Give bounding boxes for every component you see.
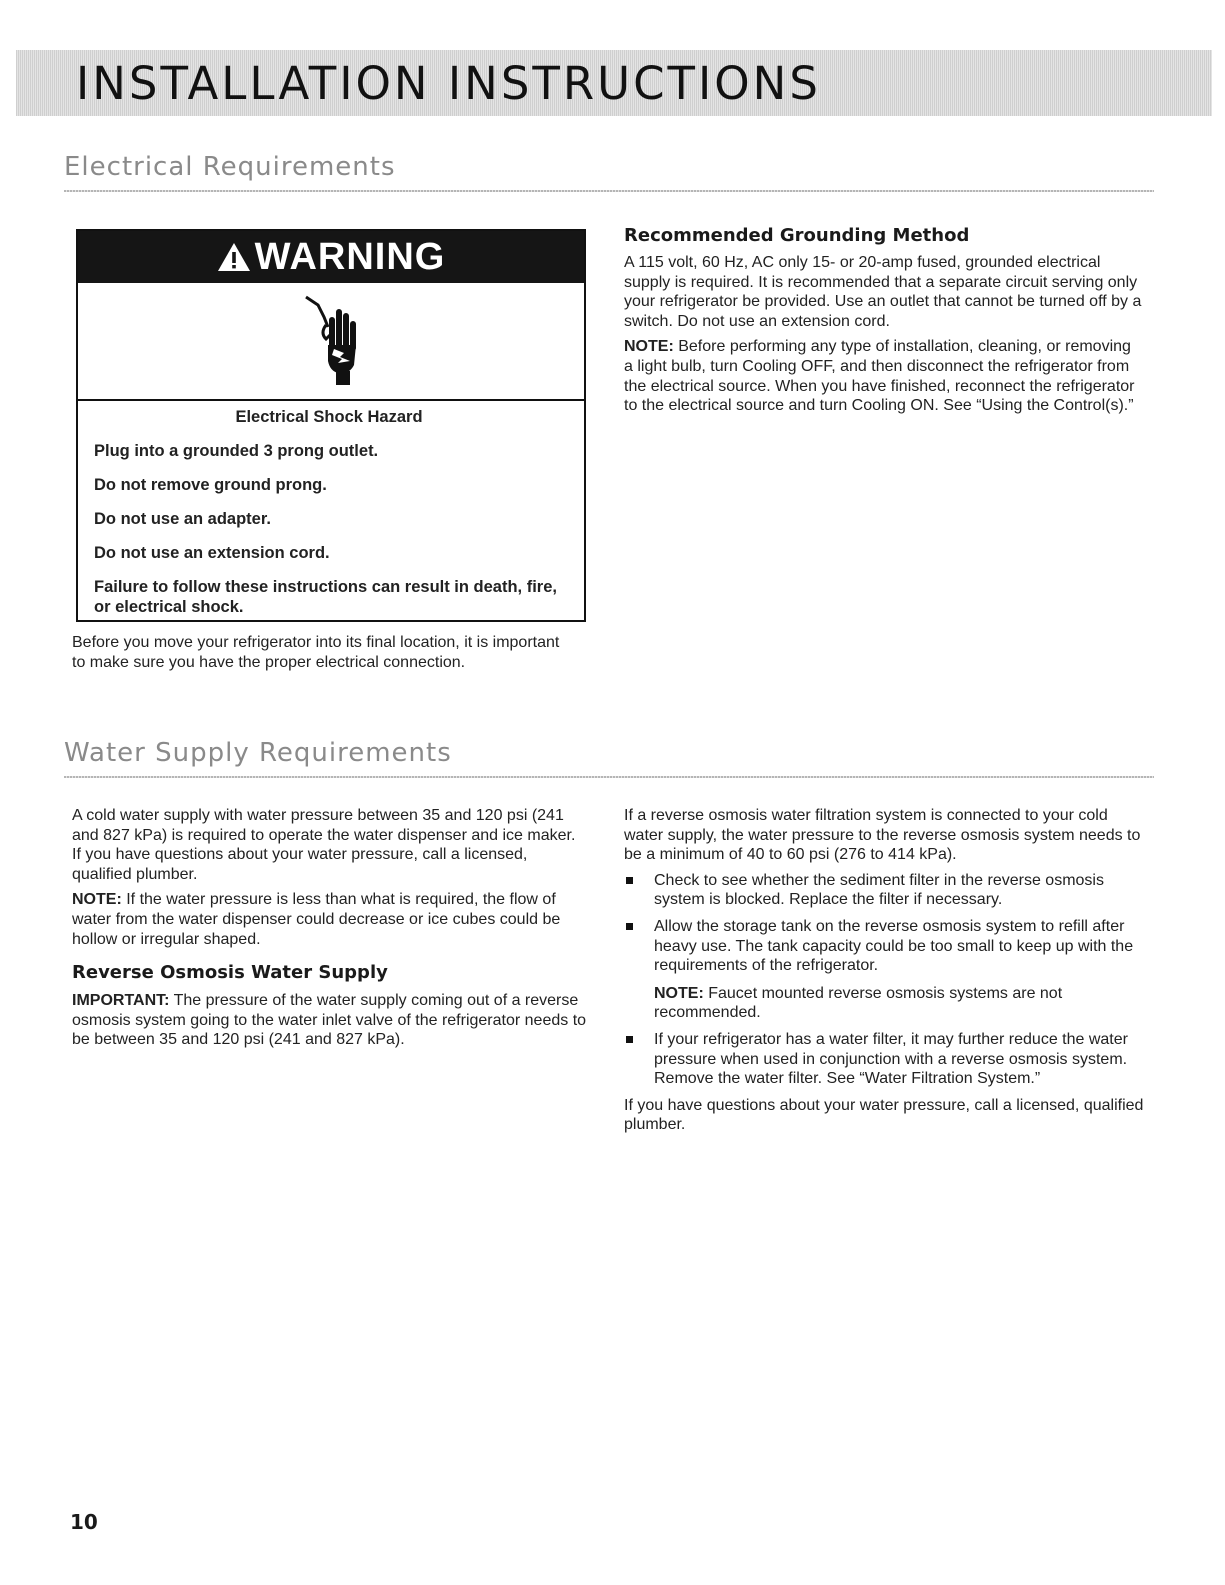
grounding-heading: Recommended Grounding Method	[624, 225, 970, 246]
note-label: NOTE:	[654, 984, 704, 1002]
ro-intro: If a reverse osmosis water filtration system is connected to your cold water supply, the water pressure to the reverse osmosis system needs to be a minimum of 40 to 60 psi (276 to 414 kPa).	[624, 807, 1141, 864]
grounding-text	[624, 253, 1144, 422]
electrical-intro-text: Before you move your refrigerator into its final location, it is important to make sure you have the proper electrical connection.	[72, 634, 560, 671]
list-item	[624, 917, 1144, 1023]
water-right-column	[624, 806, 1144, 1141]
bullet-icon	[626, 1036, 633, 1043]
note-text: Before performing any type of installation, cleaning, or removing a light bulb, turn Cooling OFF, and then disconnect the refrigerator from the electrical source. When you have finished, reconnect the refrigerator to the electrical source and turn Cooling ON. See “Using the Control(s).”	[624, 338, 1135, 415]
water-paragraph: A cold water supply with water pressure between 35 and 120 psi (241 and 827 kPa) is required to operate the water dispenser and ice maker. If you have questions about your water pressure, call a licensed, qualified plumber.	[72, 807, 576, 883]
grounding-paragraph: A 115 volt, 60 Hz, AC only 15- or 20-amp fused, grounded electrical supply is required. It is recommended that a separate circuit serving only your refrigerator be provided. Use an outlet that cannot be turned off by a switch. Do not use an extension cord.	[624, 254, 1142, 330]
hazard-symbol-area	[78, 283, 584, 401]
list-item-text: Check to see whether the sediment filter in the reverse osmosis system is blocked. Replace the filter if necessary.	[654, 871, 1104, 909]
list-item	[624, 871, 1144, 910]
warning-body	[94, 407, 564, 631]
warning-line: Do not use an extension cord.	[94, 544, 330, 562]
warning-header	[78, 231, 584, 283]
important-label: IMPORTANT:	[72, 992, 170, 1009]
list-item-text: If your refrigerator has a water filter, it may further reduce the water pressure when used in conjunction with a reverse osmosis system. Remove the water filter. See “Water Filtration System.”	[654, 1030, 1128, 1088]
water-note	[72, 890, 587, 949]
note-label: NOTE:	[624, 338, 674, 356]
section-divider	[64, 776, 1154, 778]
bullet-icon	[626, 923, 633, 930]
warning-line: Do not remove ground prong.	[94, 476, 327, 494]
warning-line: Failure to follow these instructions can result in death, fire, or electrical shock.	[94, 578, 557, 616]
section-divider	[64, 190, 1154, 192]
ro-bullet-list	[624, 871, 1144, 1089]
list-item-text: Allow the storage tank on the reverse osmosis system to refill after heavy use. The tank capacity could be too small to keep up with the requirements of the refrigerator.	[654, 917, 1134, 975]
electrical-intro	[72, 633, 572, 678]
hazard-title: Electrical Shock Hazard	[235, 408, 423, 426]
warning-box	[76, 229, 586, 622]
warning-line: Do not use an adapter.	[94, 510, 271, 528]
ro-text	[72, 991, 587, 1056]
warning-line: Plug into a grounded 3 prong outlet.	[94, 442, 379, 460]
warning-label: WARNING	[254, 235, 446, 278]
water-left-column	[72, 806, 587, 955]
important-paragraph	[72, 991, 587, 1050]
note-label: NOTE:	[72, 891, 122, 909]
page-title: INSTALLATION INSTRUCTIONS	[76, 57, 821, 110]
bullet-note	[654, 984, 1144, 1023]
ro-heading: Reverse Osmosis Water Supply	[72, 962, 388, 983]
bullet-icon	[626, 877, 633, 884]
electrical-section-title: Electrical Requirements	[64, 152, 396, 182]
page-number: 10	[70, 1510, 98, 1534]
electrical-shock-hand-icon	[304, 295, 360, 387]
warning-triangle-icon	[217, 242, 251, 272]
note-text: If the water pressure is less than what is required, the flow of water from the water dispenser could decrease or ice cubes could be hollow or irregular shaped.	[72, 891, 561, 948]
header-banner	[16, 50, 1212, 116]
grounding-note	[624, 337, 1144, 415]
closing-paragraph: If you have questions about your water pressure, call a licensed, qualified plumber.	[624, 1096, 1144, 1134]
important-text: The pressure of the water supply coming out of a reverse osmosis system going to the water inlet valve of the refrigerator needs to be between 35 and 120 psi (241 and 827 kPa).	[72, 992, 587, 1049]
list-item	[624, 1030, 1144, 1089]
note-text: Faucet mounted reverse osmosis systems are not recommended.	[654, 984, 1063, 1022]
water-section-title: Water Supply Requirements	[64, 738, 452, 768]
